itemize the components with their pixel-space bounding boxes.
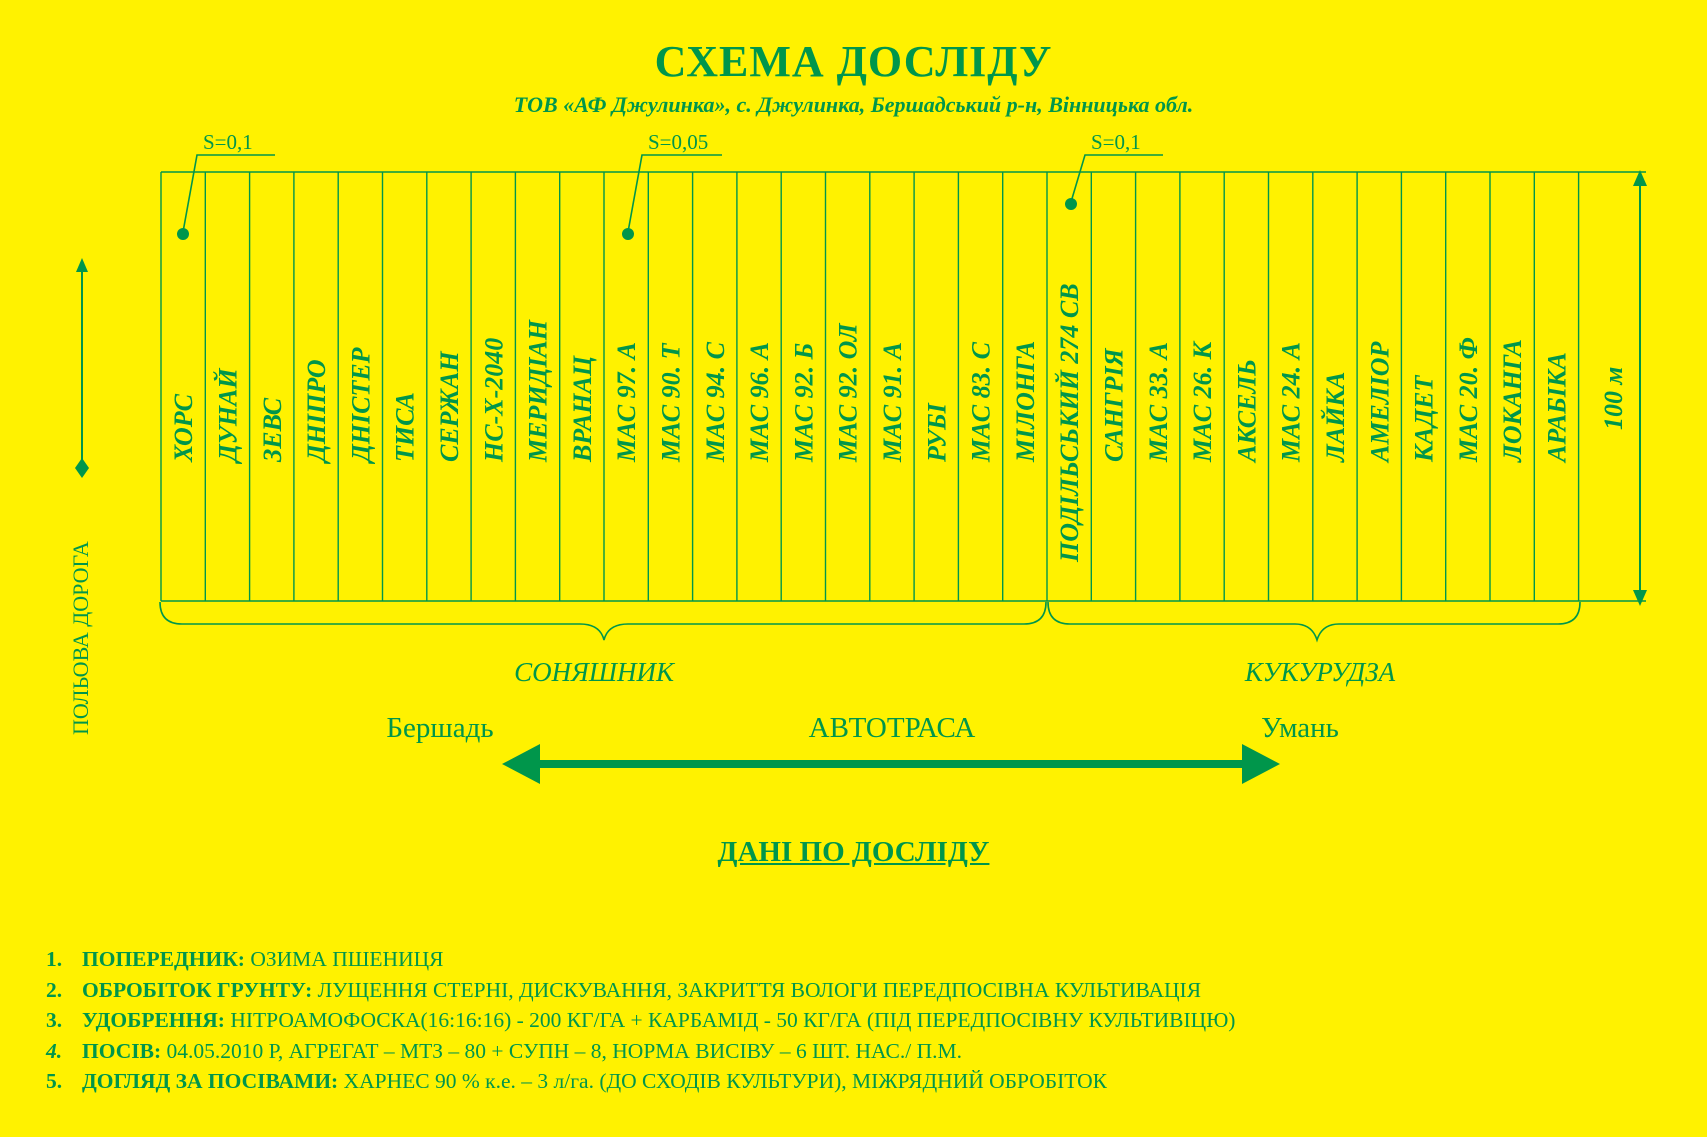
plot-label: МАС 20. Ф <box>1453 337 1483 462</box>
note-label: ДОГЛЯД ЗА ПОСІВАМИ: <box>82 1069 339 1093</box>
callout-1 <box>177 130 275 240</box>
plot-label: МАС 90. Т <box>656 343 686 462</box>
plot-label: ПОДІЛЬСЬКИЙ 274 СВ <box>1055 283 1085 562</box>
highway-label: АВТОТРАСА <box>808 712 976 744</box>
plot-label: МАС 24. А <box>1276 342 1306 462</box>
plot-label: АМЕЛІОР <box>1365 341 1395 462</box>
note-item <box>46 944 1235 975</box>
plot-label: МАС 92. ОЛ <box>833 323 863 462</box>
crop-label-corn: КУКУРУДЗА <box>1244 657 1396 687</box>
diagram-title: СХЕМА ДОСЛІДУ <box>654 37 1053 86</box>
note-number: 5. <box>46 1069 63 1093</box>
note-item <box>46 1005 1235 1036</box>
callout-2-label: S=0,05 <box>648 130 709 154</box>
note-item <box>46 975 1235 1006</box>
plot-label: ЛОКАНГА <box>1498 339 1528 462</box>
plot-label: ДУНАЙ <box>213 368 243 462</box>
length-label: 100 м <box>1599 366 1628 430</box>
callout-3-label: S=0,1 <box>1091 130 1141 154</box>
highway-arrow-right <box>1242 744 1280 784</box>
plot-grid <box>161 172 1646 601</box>
note-label: ПОСІВ: <box>82 1038 162 1063</box>
diagram-subtitle: ТОВ «АФ Джулинка», с. Джулинка, Бершадський р-н, Вінницька обл. <box>513 92 1194 117</box>
field-road-label: ПОЛЬОВА ДОРОГА <box>68 541 93 735</box>
plot-label: МАС 26. К <box>1188 341 1218 462</box>
plot-label: МАС 83. С <box>966 342 996 462</box>
plot-label: ДНІСТЕР <box>346 347 376 462</box>
plot-label: МАС 94. С <box>700 342 730 462</box>
highway-city-right: Умань <box>1261 712 1339 744</box>
note-text: НІТРОАМОФОСКА(16:16:16) - 200 КГ/ГА + КАРБАМІД - 50 КГ/ГА (ПІД ПЕРЕДПОСІВНУ КУЛЬТИВІЦЮ) <box>224 1008 1236 1032</box>
note-label: ОБРОБІТОК ГРУНТУ: <box>82 977 313 1002</box>
plot-label: КАДЕТ <box>1409 375 1439 462</box>
plot-label: САНГРІЯ <box>1099 348 1129 462</box>
plot-label: ЗЕВС <box>257 397 287 462</box>
highway <box>386 712 1338 784</box>
field-road <box>68 258 93 735</box>
note-text: 04.05.2010 Р, АГРЕГАТ – МТЗ – 80 + СУПН – 8, НОРМА ВИСІВУ – 6 ШТ. НАС./ П.М. <box>161 1038 962 1063</box>
plot-label: АКСЕЛЬ <box>1232 359 1262 462</box>
note-number: 1. <box>46 947 63 971</box>
plot-label: МАС 96. А <box>745 342 775 462</box>
plot-label: МАС 97. А <box>612 342 642 462</box>
plot-label: МАС 33. А <box>1143 342 1173 462</box>
callout-2 <box>622 130 722 240</box>
note-item <box>46 1066 1235 1097</box>
note-number: 4. <box>46 1038 63 1063</box>
callout-1-label: S=0,1 <box>203 130 253 154</box>
note-number: 3. <box>46 1008 63 1032</box>
plot-label: ВРАНАЦ <box>567 355 597 462</box>
plot-label: ТИСА <box>390 392 420 462</box>
data-heading: ДАНІ ПО ДОСЛІДУ <box>717 836 990 868</box>
plot-label: АРАБІКА <box>1542 352 1572 462</box>
plot-label: МАС 91. А <box>877 342 907 462</box>
note-text: ХАРНЕС 90 % к.е. – 3 л/га. (ДО СХОДІВ КУЛЬТУРИ), МІЖРЯДНИЙ ОБРОБІТОК <box>338 1069 1107 1093</box>
plot-label: ЛАЙКА <box>1320 371 1350 462</box>
length-dimension <box>1599 170 1647 606</box>
experiment-notes <box>46 944 1235 1097</box>
plot-label: МАС 92. Б <box>789 342 819 462</box>
highway-arrow-left <box>502 744 540 784</box>
brace-corn <box>1048 602 1580 640</box>
plot-label: ХОРС <box>169 393 199 462</box>
plot-label: МЕРИДІАН <box>523 319 553 462</box>
plot-label: ДНІПРО <box>302 359 332 462</box>
plot-label: МІЛОНГА <box>1010 340 1040 462</box>
note-label: ПОПЕРЕДНИК: <box>82 947 245 971</box>
note-label: УДОБРЕННЯ: <box>82 1008 225 1032</box>
note-text: ОЗИМА ПШЕНИЦЯ <box>244 947 444 971</box>
note-item <box>46 1036 1235 1067</box>
brace-sunflower <box>160 602 1046 640</box>
plot-label: НС-Х-2040 <box>479 337 509 462</box>
highway-city-left: Бершадь <box>386 712 494 744</box>
note-text: ЛУЩЕННЯ СТЕРНІ, ДИСКУВАННЯ, ЗАКРИТТЯ ВОЛОГИ ПЕРЕДПОСІВНА КУЛЬТИВАЦІЯ <box>312 977 1202 1002</box>
callout-3 <box>1065 130 1163 210</box>
area-callouts <box>177 130 1163 240</box>
plot-label: РУБІ <box>922 403 952 462</box>
crop-braces <box>160 602 1580 640</box>
plot-label: СЕРЖАН <box>434 351 464 462</box>
crop-label-sunflower: СОНЯШНИК <box>514 657 674 687</box>
note-number: 2. <box>46 977 63 1002</box>
